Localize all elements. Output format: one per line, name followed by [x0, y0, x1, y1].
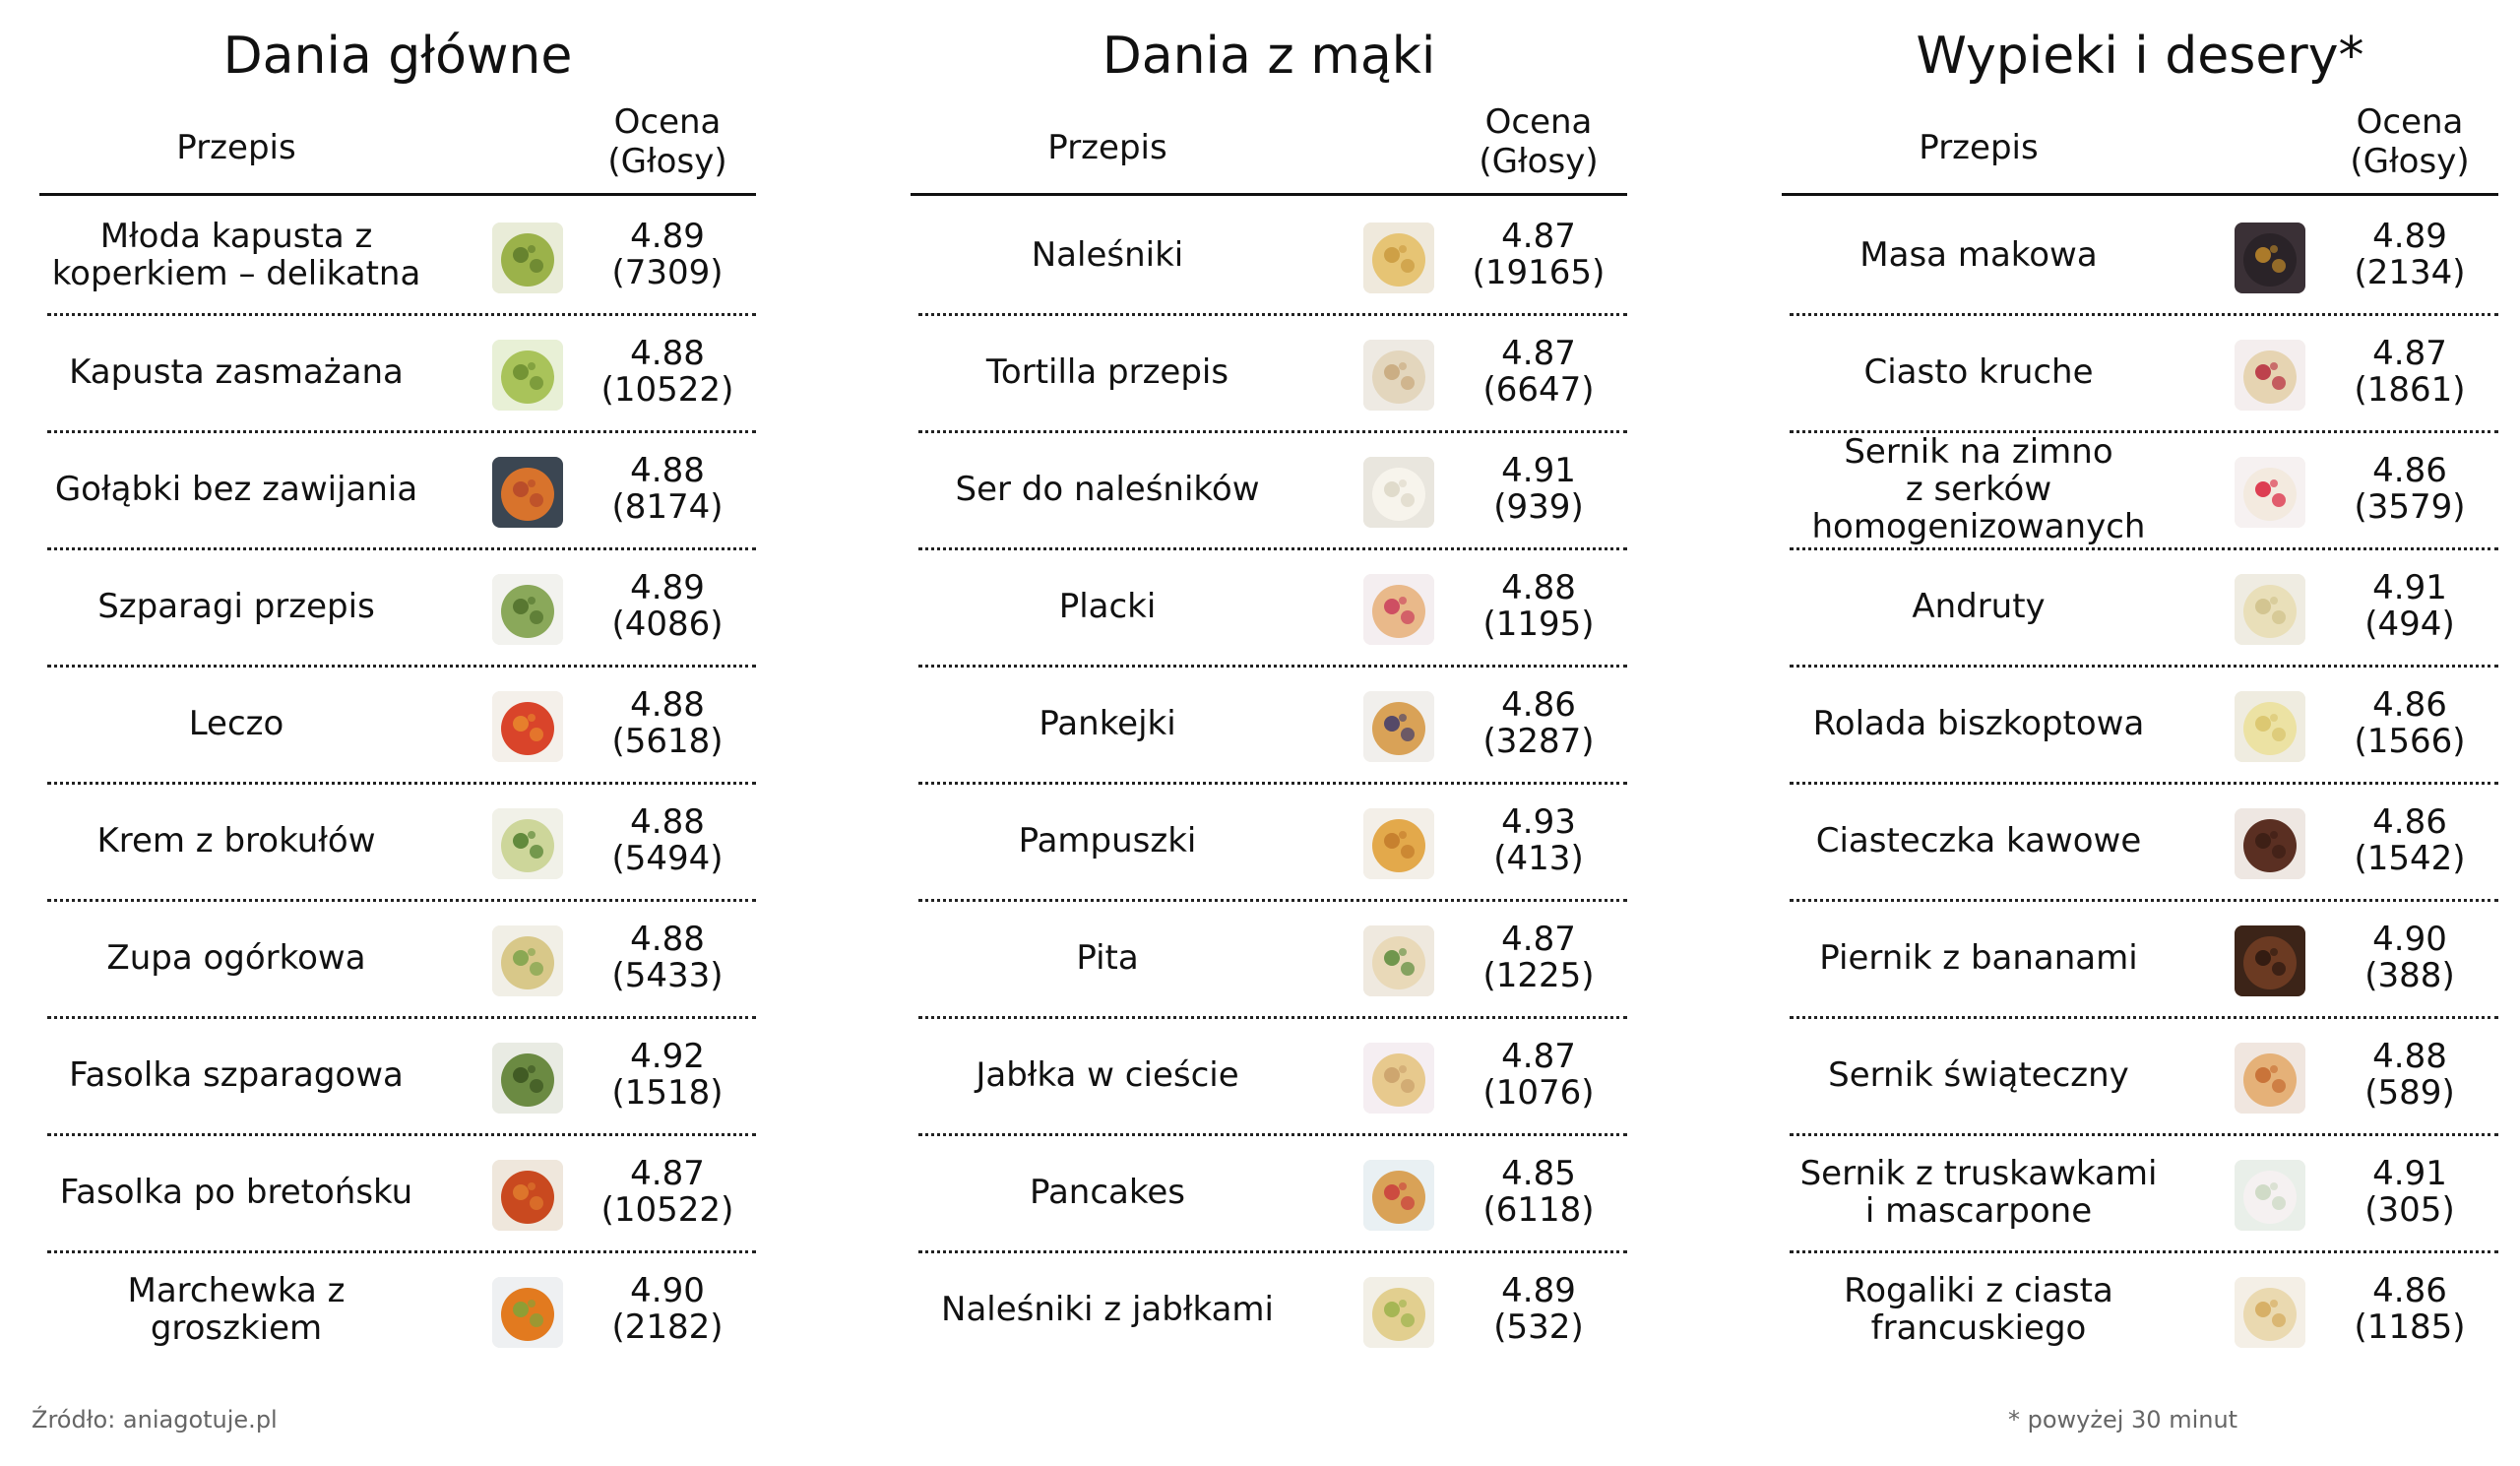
- recipe-name: Masa makowa: [1859, 234, 2098, 275]
- column-header: [1782, 91, 2498, 189]
- recipe-name: Pankejki: [1039, 703, 1176, 743]
- recipe-row: [911, 1250, 1627, 1368]
- recipe-name: Szparagi przepis: [97, 586, 375, 626]
- recipe-thumbnail: [492, 1277, 563, 1348]
- recipe-rating: [2321, 899, 2498, 1016]
- rating-votes: (8174): [611, 486, 724, 527]
- recipe-name: Ciasto kruche: [1863, 351, 2094, 392]
- recipe-rating: [1450, 313, 1627, 430]
- rating-score: 4.88: [630, 684, 705, 725]
- recipe-name: Sernik na zimno z serków homogenizowanych: [1811, 431, 2146, 546]
- recipe-name: Rogaliki z ciasta francuskiego: [1844, 1270, 2113, 1348]
- recipe-rating: [579, 899, 756, 1016]
- recipe-name: Placki: [1058, 586, 1157, 626]
- recipe-name: Rolada biszkoptowa: [1812, 703, 2145, 743]
- rating-votes: (5494): [611, 838, 724, 878]
- recipe-name: Kapusta zasmażana: [69, 351, 404, 392]
- recipe-thumbnail: [492, 457, 563, 528]
- recipe-thumbnail: [2235, 574, 2305, 645]
- rating-score: 4.87: [1501, 919, 1576, 959]
- recipe-rating: [2321, 782, 2498, 899]
- rating-votes: (939): [1493, 486, 1584, 527]
- recipe-rating: [1450, 899, 1627, 1016]
- recipe-list: [911, 196, 1627, 1368]
- rating-score: 4.90: [2372, 919, 2447, 959]
- recipe-thumbnail: [1363, 691, 1434, 762]
- recipe-row: [911, 430, 1627, 547]
- recipe-rating: [1450, 1133, 1627, 1250]
- recipe-rating: [2321, 665, 2498, 782]
- recipe-row: [39, 782, 756, 899]
- recipe-thumbnail: [1363, 808, 1434, 879]
- rating-votes: (388): [2364, 955, 2455, 995]
- column-header: [911, 91, 1627, 189]
- recipe-rating: [1450, 196, 1627, 313]
- header-recipe: Przepis: [1047, 128, 1167, 167]
- recipe-name: Piernik z bananami: [1819, 937, 2138, 978]
- recipe-thumbnail: [492, 808, 563, 879]
- rating-votes: (305): [2364, 1189, 2455, 1230]
- recipe-name: Sernik świąteczny: [1828, 1054, 2129, 1095]
- header-recipe: Przepis: [1919, 128, 2039, 167]
- recipe-list: [39, 196, 756, 1368]
- rating-votes: (10522): [600, 369, 734, 410]
- rating-votes: (6118): [1482, 1189, 1595, 1230]
- recipe-row: [911, 1133, 1627, 1250]
- recipe-row: [1782, 665, 2498, 782]
- recipe-row: [39, 547, 756, 665]
- header-rating: Ocena (Głosy): [1479, 102, 1599, 181]
- recipe-thumbnail: [1363, 340, 1434, 411]
- recipe-thumbnail: [2235, 925, 2305, 996]
- recipe-row: [39, 899, 756, 1016]
- panel-flour-dishes: [911, 0, 1627, 1368]
- rating-score: 4.89: [1501, 1270, 1576, 1310]
- recipe-name: Fasolka szparagowa: [69, 1054, 404, 1095]
- recipe-row: [1782, 196, 2498, 313]
- recipe-row: [1782, 899, 2498, 1016]
- rating-score: 4.86: [2372, 450, 2447, 490]
- rating-score: 4.86: [2372, 684, 2447, 725]
- recipe-thumbnail: [1363, 1160, 1434, 1231]
- recipe-row: [39, 665, 756, 782]
- rating-score: 4.88: [630, 801, 705, 842]
- recipe-rating: [579, 665, 756, 782]
- recipe-row: [911, 899, 1627, 1016]
- rating-score: 4.87: [2372, 333, 2447, 373]
- recipe-thumbnail: [2235, 1043, 2305, 1114]
- rating-votes: (6647): [1482, 369, 1595, 410]
- column-header: [39, 91, 756, 189]
- recipe-thumbnail: [1363, 925, 1434, 996]
- recipe-thumbnail: [2235, 1277, 2305, 1348]
- rating-score: 4.91: [1501, 450, 1576, 490]
- recipe-rating: [2321, 1016, 2498, 1133]
- rating-score: 4.89: [630, 216, 705, 256]
- recipe-name: Fasolka po bretońsku: [59, 1172, 413, 1212]
- rating-votes: (1225): [1482, 955, 1595, 995]
- rating-votes: (413): [1493, 838, 1584, 878]
- recipe-row: [911, 547, 1627, 665]
- rating-score: 4.87: [1501, 333, 1576, 373]
- recipe-row: [1782, 313, 2498, 430]
- recipe-thumbnail: [492, 340, 563, 411]
- recipe-row: [1782, 430, 2498, 547]
- rating-votes: (494): [2364, 604, 2455, 644]
- recipe-thumbnail: [2235, 340, 2305, 411]
- rating-votes: (10522): [600, 1189, 734, 1230]
- recipe-name: Ser do naleśników: [955, 469, 1260, 509]
- rating-score: 4.91: [2372, 567, 2447, 607]
- rating-votes: (5618): [611, 721, 724, 761]
- rating-score: 4.88: [630, 333, 705, 373]
- recipe-rating: [2321, 196, 2498, 313]
- rating-score: 4.86: [2372, 801, 2447, 842]
- recipe-row: [39, 1016, 756, 1133]
- recipe-row: [1782, 1016, 2498, 1133]
- recipe-rating: [579, 1250, 756, 1368]
- recipe-rating: [1450, 782, 1627, 899]
- recipe-name: Ciasteczka kawowe: [1815, 820, 2142, 860]
- recipe-name: Pita: [1076, 937, 1139, 978]
- recipe-name: Zupa ogórkowa: [106, 937, 366, 978]
- rating-score: 4.85: [1501, 1153, 1576, 1193]
- panel-title: Wypieki i desery*: [1916, 27, 2364, 86]
- recipe-name: Pampuszki: [1018, 820, 1197, 860]
- rating-votes: (7309): [611, 252, 724, 292]
- recipe-thumbnail: [2235, 457, 2305, 528]
- recipe-rating: [1450, 665, 1627, 782]
- rating-score: 4.91: [2372, 1153, 2447, 1193]
- recipe-rating: [2321, 313, 2498, 430]
- recipe-thumbnail: [492, 223, 563, 293]
- recipe-rating: [579, 1016, 756, 1133]
- rating-votes: (3287): [1482, 721, 1595, 761]
- recipe-rating: [2321, 430, 2498, 547]
- recipe-thumbnail: [2235, 223, 2305, 293]
- recipe-name: Młoda kapusta z koperkiem – delikatna: [51, 216, 421, 293]
- rating-score: 4.88: [630, 919, 705, 959]
- recipe-thumbnail: [1363, 1277, 1434, 1348]
- panel-baked-desserts: [1782, 0, 2498, 1368]
- rating-votes: (3579): [2354, 486, 2466, 527]
- recipe-row: [911, 313, 1627, 430]
- header-recipe: Przepis: [176, 128, 296, 167]
- recipe-row: [911, 782, 1627, 899]
- recipe-row: [39, 1133, 756, 1250]
- recipe-rating: [579, 1133, 756, 1250]
- rating-score: 4.92: [630, 1036, 705, 1076]
- recipe-row: [1782, 782, 2498, 899]
- recipe-row: [39, 313, 756, 430]
- recipe-thumbnail: [492, 574, 563, 645]
- recipe-thumbnail: [1363, 574, 1434, 645]
- rating-votes: (1518): [611, 1072, 724, 1113]
- rating-votes: (532): [1493, 1307, 1584, 1347]
- recipe-row: [911, 665, 1627, 782]
- recipe-rating: [579, 313, 756, 430]
- rating-score: 4.87: [1501, 216, 1576, 256]
- recipe-thumbnail: [492, 1043, 563, 1114]
- recipe-rating: [2321, 1133, 2498, 1250]
- recipe-thumbnail: [492, 925, 563, 996]
- recipe-row: [1782, 1250, 2498, 1368]
- recipe-name: Leczo: [188, 703, 284, 743]
- recipe-name: Sernik z truskawkami i mascarpone: [1799, 1153, 2158, 1231]
- recipe-name: Naleśniki z jabłkami: [941, 1289, 1274, 1329]
- recipe-row: [1782, 1133, 2498, 1250]
- rating-votes: (1185): [2354, 1307, 2466, 1347]
- recipe-name: Naleśniki: [1031, 234, 1184, 275]
- rating-score: 4.87: [1501, 1036, 1576, 1076]
- header-rating: Ocena (Głosy): [2350, 102, 2470, 181]
- recipe-thumbnail: [2235, 808, 2305, 879]
- rating-votes: (5433): [611, 955, 724, 995]
- recipe-row: [39, 196, 756, 313]
- recipe-rating: [2321, 547, 2498, 665]
- recipe-rating: [579, 547, 756, 665]
- recipe-thumbnail: [1363, 457, 1434, 528]
- recipe-rating: [1450, 1016, 1627, 1133]
- recipe-thumbnail: [1363, 223, 1434, 293]
- recipe-name: Marchewka z groszkiem: [127, 1270, 346, 1348]
- recipe-thumbnail: [2235, 691, 2305, 762]
- rating-score: 4.89: [630, 567, 705, 607]
- panel-title: Dania z mąki: [1102, 27, 1436, 86]
- rating-votes: (1076): [1482, 1072, 1595, 1113]
- recipe-name: Andruty: [1912, 586, 2046, 626]
- recipe-list: [1782, 196, 2498, 1368]
- recipe-rating: [1450, 430, 1627, 547]
- recipe-row: [1782, 547, 2498, 665]
- rating-votes: (589): [2364, 1072, 2455, 1113]
- rating-votes: (1861): [2354, 369, 2466, 410]
- recipe-rating: [2321, 1250, 2498, 1368]
- recipe-thumbnail: [2235, 1160, 2305, 1231]
- recipe-rating: [579, 782, 756, 899]
- rating-votes: (19165): [1472, 252, 1606, 292]
- footnote: * powyżej 30 minut: [2008, 1406, 2238, 1434]
- rating-score: 4.89: [2372, 216, 2447, 256]
- rating-score: 4.90: [630, 1270, 705, 1310]
- rating-score: 4.86: [1501, 684, 1576, 725]
- rating-score: 4.88: [630, 450, 705, 490]
- recipe-thumbnail: [492, 691, 563, 762]
- recipe-row: [39, 1250, 756, 1368]
- rating-votes: (4086): [611, 604, 724, 644]
- recipe-thumbnail: [1363, 1043, 1434, 1114]
- rating-votes: (2182): [611, 1307, 724, 1347]
- rating-votes: (1566): [2354, 721, 2466, 761]
- panel-title: Dania główne: [222, 27, 573, 86]
- recipe-name: Pancakes: [1030, 1172, 1185, 1212]
- rating-score: 4.88: [1501, 567, 1576, 607]
- rating-score: 4.88: [2372, 1036, 2447, 1076]
- source-note: Źródło: aniagotuje.pl: [32, 1406, 278, 1434]
- rating-score: 4.86: [2372, 1270, 2447, 1310]
- recipe-thumbnail: [492, 1160, 563, 1231]
- recipe-rating: [579, 430, 756, 547]
- recipe-name: Krem z brokułów: [96, 820, 376, 860]
- recipe-name: Tortilla przepis: [985, 351, 1229, 392]
- panel-main-dishes: [39, 0, 756, 1368]
- recipe-row: [911, 196, 1627, 313]
- recipe-rating: [579, 196, 756, 313]
- rating-votes: (1542): [2354, 838, 2466, 878]
- recipe-rating: [1450, 547, 1627, 665]
- recipe-name: Jabłka w cieście: [976, 1054, 1239, 1095]
- recipe-rating: [1450, 1250, 1627, 1368]
- rating-score: 4.93: [1501, 801, 1576, 842]
- rating-score: 4.87: [630, 1153, 705, 1193]
- recipe-name: Gołąbki bez zawijania: [54, 469, 418, 509]
- recipe-row: [911, 1016, 1627, 1133]
- recipe-row: [39, 430, 756, 547]
- rating-votes: (1195): [1482, 604, 1595, 644]
- header-rating: Ocena (Głosy): [607, 102, 727, 181]
- rating-votes: (2134): [2354, 252, 2466, 292]
